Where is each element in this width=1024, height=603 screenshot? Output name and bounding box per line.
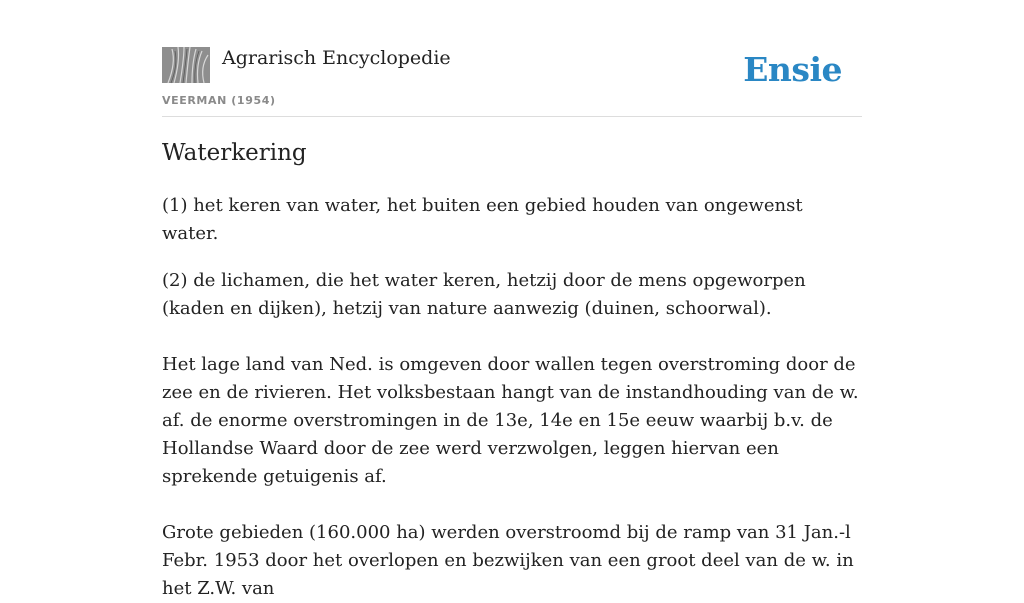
entry-paragraph: Het lage land van Ned. is omgeven door wallen tegen overstroming door de zee en de rivieren. Het volksbestaan hangt van de instandhouding van de w. af. de enorme overstromingen in de 13e, 14e en 15e eeuw waarbij b.v. de Hollandse Waard door de zee werd verzwolgen, leggen hiervan een sprekende getuigenis af.	[162, 354, 859, 487]
wheat-icon[interactable]	[162, 47, 210, 83]
author-label: VEERMAN (1954)	[162, 94, 276, 107]
header	[162, 44, 862, 117]
entry-content	[162, 192, 862, 603]
entry-title: Waterkering	[162, 140, 307, 166]
brand-logo[interactable]: Ensie	[743, 50, 842, 89]
site-title[interactable]: Agrarisch Encyclopedie	[222, 47, 451, 69]
entry-paragraph: (2) de lichamen, die het water keren, hetzij door de mens opgeworpen (kaden en dijken), hetzij van nature aanwezig (duinen, schoorwal).	[162, 270, 806, 319]
entry-paragraph: (1) het keren van water, het buiten een gebied houden van ongewenst water.	[162, 195, 803, 244]
entry-paragraph: Grote gebieden (160.000 ha) werden overstroomd bij de ramp van 31 Jan.-l Febr. 1953 door het overlopen en bezwijken van een groot deel van de w. in het Z.W. van	[162, 522, 854, 599]
